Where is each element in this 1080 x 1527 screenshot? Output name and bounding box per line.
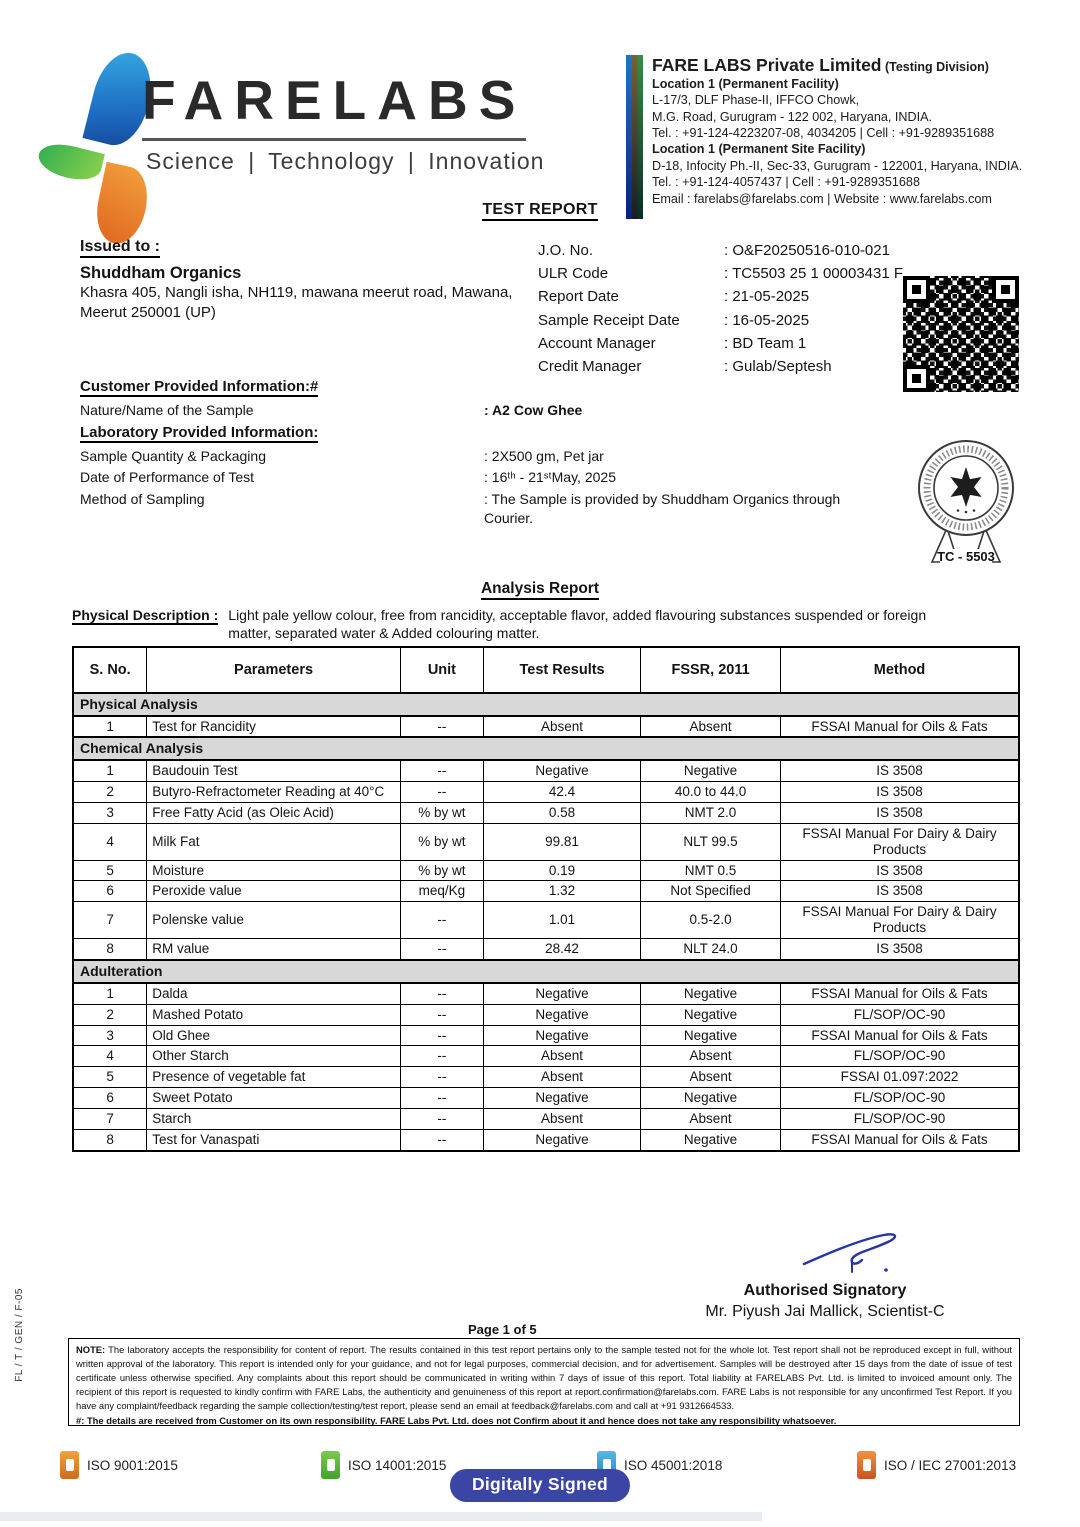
cell-method: FSSAI Manual for Oils & Fats: [781, 983, 1019, 1004]
sample-nature-row: [80, 401, 880, 421]
table-row: [73, 716, 1019, 738]
cell-parameter: Presence of vegetable fat: [147, 1067, 401, 1088]
iso-14001-icon: [321, 1451, 340, 1479]
cell-unit: --: [400, 1130, 483, 1151]
qr-finder-icon: [992, 276, 1019, 303]
cell-sno: 6: [73, 881, 147, 902]
col-test-results: Test Results: [484, 647, 641, 693]
cell-method: FL/SOP/OC-90: [781, 1109, 1019, 1130]
meta-row: [538, 355, 923, 378]
table-row: [73, 823, 1019, 860]
table-row: [73, 983, 1019, 1004]
cell-parameter: Test for Rancidity: [147, 716, 401, 738]
cell-unit: --: [400, 1004, 483, 1025]
table-row: [73, 881, 1019, 902]
cell-parameter: Baudouin Test: [147, 760, 401, 781]
note-hash-line: #: The details are received from Customer on its own responsibility. FARE Labs Pvt. Ltd. does not Confirm about it and hence does not take any responsibility whatsoever.: [76, 1414, 837, 1426]
meta-value: : BD Team 1: [724, 332, 806, 355]
lab-info-value: : 16ᵗʰ - 21ˢᵗMay, 2025: [484, 468, 869, 488]
authorised-signatory-label: Authorised Signatory: [743, 1282, 907, 1299]
cell-result: 42.4: [484, 781, 641, 802]
cell-fssr: Negative: [641, 1088, 781, 1109]
cell-fssr: Negative: [641, 1025, 781, 1046]
page-number: Page 1 of 5: [468, 1322, 537, 1337]
cell-sno: 7: [73, 1109, 147, 1130]
report-meta-block: [538, 239, 923, 378]
color-stripes-decoration: [626, 55, 643, 219]
cell-method: IS 3508: [781, 939, 1019, 960]
digitally-signed-badge: Digitally Signed: [450, 1469, 630, 1502]
cell-parameter: Other Starch: [147, 1046, 401, 1067]
cell-sno: 1: [73, 983, 147, 1004]
cell-result: Negative: [484, 1130, 641, 1151]
cell-method: IS 3508: [781, 760, 1019, 781]
cell-result: Negative: [484, 1025, 641, 1046]
cell-fssr: 0.5-2.0: [641, 902, 781, 939]
meta-label: Credit Manager: [538, 358, 642, 376]
lab-info-value: : 2X500 gm, Pet jar: [484, 447, 869, 467]
sample-info-block: [80, 377, 880, 531]
sample-nature-label: Nature/Name of the Sample: [80, 402, 254, 418]
lab-info-label: Sample Quantity & Packaging: [80, 447, 266, 464]
note-label: NOTE:: [76, 1344, 106, 1355]
cell-method: FL/SOP/OC-90: [781, 1088, 1019, 1109]
table-row: [73, 860, 1019, 881]
note-body: The laboratory accepts the responsibility for content of report. The results contained in this test report pertains only to the sample tested not for the whole lot. Test report shall not be reproduced except in full, without written approval of the laboratory. This report is intended only for your guidance, and not for legal purposes, commercial decision, and for advertisement. Samples will be destroyed after 15 days from the date of issue of test certificate unless otherwise specified. Any complaints about this report should be communicated in writing within 7 days of issue of this report. Total liability at FARELABS Pvt. Ltd. is limited to invoiced amount only. The recipient of this report is requested to kindly confirm with FARE Labs, the authenticity and genuineness of this report at report.confirmation@farelabs.com. FARE Labs is not responsible for any unconfirmed Test Report. If you have any complaint/feedback regarding the sample collection/testing/test report, please send an email at feedback@farelabs.com and call at +91 9312664533.: [76, 1344, 1012, 1412]
sample-nature-value: : A2 Cow Ghee: [484, 401, 869, 421]
logo-tagline: Science | Technology | Innovation: [146, 148, 545, 174]
section-adulteration: Adulteration: [73, 960, 1019, 983]
meta-value: : 16-05-2025: [724, 309, 809, 332]
table-row: [73, 1130, 1019, 1151]
meta-label: ULR Code: [538, 265, 609, 283]
cell-result: Negative: [484, 1088, 641, 1109]
cell-parameter: Milk Fat: [147, 823, 401, 860]
cell-unit: --: [400, 902, 483, 939]
table-row: [73, 1067, 1019, 1088]
cell-unit: --: [400, 716, 483, 738]
lab-info-row: [80, 447, 880, 467]
cell-parameter: RM value: [147, 939, 401, 960]
cell-unit: --: [400, 1025, 483, 1046]
issued-to-heading: Issued to :: [80, 238, 160, 258]
table-row: [73, 1025, 1019, 1046]
cell-result: Absent: [484, 716, 641, 738]
iso-27001-icon: [857, 1451, 876, 1479]
cell-sno: 3: [73, 1025, 147, 1046]
cell-fssr: Absent: [641, 1067, 781, 1088]
seal-tc-number: TC - 5503: [937, 549, 995, 564]
table-row: [73, 1109, 1019, 1130]
cell-fssr: NMT 2.0: [641, 802, 781, 823]
table-row: [73, 1088, 1019, 1109]
analysis-report-heading: Analysis Report: [0, 580, 1080, 598]
customer-name: Shuddham Organics: [80, 264, 242, 282]
cell-method: IS 3508: [781, 781, 1019, 802]
farelabs-logo: [38, 50, 578, 195]
cell-result: 99.81: [484, 823, 641, 860]
cell-parameter: Free Fatty Acid (as Oleic Acid): [147, 802, 401, 823]
table-row: [73, 939, 1019, 960]
cell-unit: meq/Kg: [400, 881, 483, 902]
table-header-row: [73, 647, 1019, 693]
nabl-accreditation-seal: [914, 436, 1018, 568]
cell-sno: 4: [73, 1046, 147, 1067]
cell-parameter: Dalda: [147, 983, 401, 1004]
meta-row: [538, 285, 923, 308]
cell-fssr: 40.0 to 44.0: [641, 781, 781, 802]
physical-description-label: Physical Description :: [72, 607, 219, 623]
cell-parameter: Starch: [147, 1109, 401, 1130]
meta-row: [538, 262, 923, 285]
cell-parameter: Old Ghee: [147, 1025, 401, 1046]
meta-value: : 21-05-2025: [724, 285, 809, 308]
cell-sno: 1: [73, 716, 147, 738]
cell-unit: --: [400, 1067, 483, 1088]
customer-address: Khasra 405, Nangli isha, NH119, mawana meerut road, Mawana, Meerut 250001 (UP): [80, 284, 513, 321]
lab-info-row: [80, 468, 880, 488]
table-row: [73, 1046, 1019, 1067]
meta-row: [538, 309, 923, 332]
customer-info-heading: Customer Provided Information:#: [80, 378, 319, 395]
location2-label: Location 1 (Permanent Site Facility): [652, 142, 866, 157]
cell-sno: 7: [73, 902, 147, 939]
meta-label: Sample Receipt Date: [538, 311, 680, 329]
cell-sno: 6: [73, 1088, 147, 1109]
cell-fssr: NLT 99.5: [641, 823, 781, 860]
lab-info-value: : The Sample is provided by Shuddham Organics through Courier.: [484, 490, 869, 529]
cell-unit: % by wt: [400, 802, 483, 823]
location1-address-line2: M.G. Road, Gurugram - 122 002, Haryana, INDIA.: [652, 109, 932, 124]
company-info-block: [626, 55, 1028, 219]
cell-result: 28.42: [484, 939, 641, 960]
cell-sno: 2: [73, 781, 147, 802]
cell-parameter: Moisture: [147, 860, 401, 881]
logo-green-drop-icon: [35, 139, 105, 186]
meta-label: Account Manager: [538, 334, 656, 352]
col-fssr: FSSR, 2011: [641, 647, 781, 693]
cell-unit: --: [400, 781, 483, 802]
cell-fssr: Absent: [641, 716, 781, 738]
iso-badge: [857, 1451, 1016, 1479]
cell-fssr: Not Specified: [641, 881, 781, 902]
iso-label: ISO 45001:2018: [624, 1457, 723, 1473]
meta-value: : O&F20250516-010-021: [724, 239, 890, 262]
issued-to-block: [80, 238, 520, 322]
section-physical-analysis: Physical Analysis: [73, 693, 1019, 716]
qr-finder-icon: [903, 276, 930, 303]
cell-method: FSSAI Manual for Oils & Fats: [781, 1025, 1019, 1046]
cell-parameter: Sweet Potato: [147, 1088, 401, 1109]
cell-parameter: Butyro-Refractometer Reading at 40°C: [147, 781, 401, 802]
cell-unit: --: [400, 1109, 483, 1130]
location1-label: Location 1 (Permanent Facility): [652, 77, 839, 91]
meta-row: [538, 332, 923, 355]
cell-fssr: NLT 24.0: [641, 939, 781, 960]
table-row: [73, 781, 1019, 802]
cell-result: Negative: [484, 760, 641, 781]
meta-row: [538, 239, 923, 262]
report-title: TEST REPORT: [0, 201, 1080, 219]
cell-sno: 8: [73, 939, 147, 960]
lab-info-label: Method of Sampling: [80, 490, 205, 507]
cell-parameter: Test for Vanaspati: [147, 1130, 401, 1151]
cell-sno: 5: [73, 1067, 147, 1088]
cell-method: FL/SOP/OC-90: [781, 1004, 1019, 1025]
cell-fssr: Absent: [641, 1109, 781, 1130]
note-box: [68, 1338, 1020, 1426]
cell-sno: 3: [73, 802, 147, 823]
col-method: Method: [781, 647, 1019, 693]
cell-result: 1.01: [484, 902, 641, 939]
cell-result: Absent: [484, 1046, 641, 1067]
cell-parameter: Peroxide value: [147, 881, 401, 902]
lab-info-heading: Laboratory Provided Information:: [80, 423, 319, 441]
table-row: [73, 802, 1019, 823]
signature-scribble: [800, 1228, 910, 1280]
col-sno: S. No.: [73, 647, 147, 693]
cell-fssr: Negative: [641, 760, 781, 781]
cell-unit: % by wt: [400, 860, 483, 881]
meta-value: : TC5503 25 1 00003431 F: [724, 262, 903, 285]
cell-unit: --: [400, 983, 483, 1004]
iso-label: ISO 14001:2015: [348, 1457, 447, 1473]
meta-label: J.O. No.: [538, 242, 594, 259]
col-unit: Unit: [400, 647, 483, 693]
cell-result: Absent: [484, 1109, 641, 1130]
cell-sno: 5: [73, 860, 147, 881]
cell-sno: 1: [73, 760, 147, 781]
scan-edge-artifact: [0, 1512, 762, 1521]
physical-description: [72, 607, 1022, 642]
iso-badge: [321, 1451, 446, 1479]
cell-fssr: Negative: [641, 1004, 781, 1025]
cell-result: 1.32: [484, 881, 641, 902]
analysis-results-table: [72, 646, 1020, 1152]
cell-method: IS 3508: [781, 802, 1019, 823]
cell-sno: 4: [73, 823, 147, 860]
cell-unit: --: [400, 939, 483, 960]
iso-label: ISO 9001:2015: [87, 1457, 178, 1473]
cell-fssr: NMT 0.5: [641, 860, 781, 881]
cell-method: FSSAI Manual for Oils & Fats: [781, 716, 1019, 738]
cell-method: FSSAI Manual for Oils & Fats: [781, 1130, 1019, 1151]
cell-method: FSSAI 01.097:2022: [781, 1067, 1019, 1088]
cell-fssr: Negative: [641, 1130, 781, 1151]
cell-unit: % by wt: [400, 823, 483, 860]
signature-block: [630, 1228, 1020, 1321]
section-chemical-analysis: Chemical Analysis: [73, 737, 1019, 760]
qr-code: [903, 276, 1019, 392]
location1-phone: Tel. : +91-124-4223207-08, 4034205 | Cell : +91-9289351688: [652, 126, 995, 141]
meta-value: : Gulab/Septesh: [724, 355, 832, 378]
cell-fssr: Negative: [641, 983, 781, 1004]
cell-unit: --: [400, 1046, 483, 1067]
cell-parameter: Polenske value: [147, 902, 401, 939]
cell-parameter: Mashed Potato: [147, 1004, 401, 1025]
cell-result: Negative: [484, 1004, 641, 1025]
lab-info-row: [80, 490, 880, 529]
table-row: [73, 902, 1019, 939]
location2-phone: Tel. : +91-124-4057437 | Cell : +91-9289351688: [652, 175, 920, 190]
meta-label: Report Date: [538, 288, 619, 306]
iso-badge: [60, 1451, 178, 1479]
cell-result: 0.19: [484, 860, 641, 881]
iso-9001-icon: [60, 1451, 79, 1479]
cell-method: FSSAI Manual For Dairy & Dairy Products: [781, 902, 1019, 939]
cell-method: FL/SOP/OC-90: [781, 1046, 1019, 1067]
cell-unit: --: [400, 1088, 483, 1109]
table-row: [73, 760, 1019, 781]
logo-wordmark: FARELABS: [142, 68, 526, 141]
cell-result: Negative: [484, 983, 641, 1004]
cell-method: IS 3508: [781, 881, 1019, 902]
cell-fssr: Absent: [641, 1046, 781, 1067]
table-row: [73, 1004, 1019, 1025]
cell-result: 0.58: [484, 802, 641, 823]
company-email-website: Email : farelabs@farelabs.com | Website : www.farelabs.com: [652, 191, 992, 206]
lab-info-label: Date of Performance of Test: [80, 469, 255, 485]
qr-finder-icon: [903, 365, 930, 392]
cell-method: IS 3508: [781, 860, 1019, 881]
cell-unit: --: [400, 760, 483, 781]
cell-sno: 8: [73, 1130, 147, 1151]
form-code-vertical: FL / T / GEN / F-05: [14, 1288, 25, 1382]
location1-address-line1: L-17/3, DLF Phase-II, IFFCO Chowk,: [652, 93, 860, 108]
col-parameters: Parameters: [147, 647, 401, 693]
cell-sno: 2: [73, 1004, 147, 1025]
location2-address: D-18, Infocity Ph.-II, Sec-33, Gurugram - 122001, Haryana, INDIA.: [652, 158, 1023, 173]
company-name: FARE LABS Private Limited (Testing Division): [652, 55, 989, 75]
iso-label: ISO / IEC 27001:2013: [884, 1457, 1017, 1473]
cell-result: Absent: [484, 1067, 641, 1088]
cell-method: FSSAI Manual For Dairy & Dairy Products: [781, 823, 1019, 860]
physical-description-text: Light pale yellow colour, free from rancidity, acceptable flavor, added flavouring substances suspended or foreign matter, separated water & Added colouring matter.: [228, 607, 927, 641]
signatory-name: Mr. Piyush Jai Mallick, Scientist-C: [705, 1303, 945, 1320]
